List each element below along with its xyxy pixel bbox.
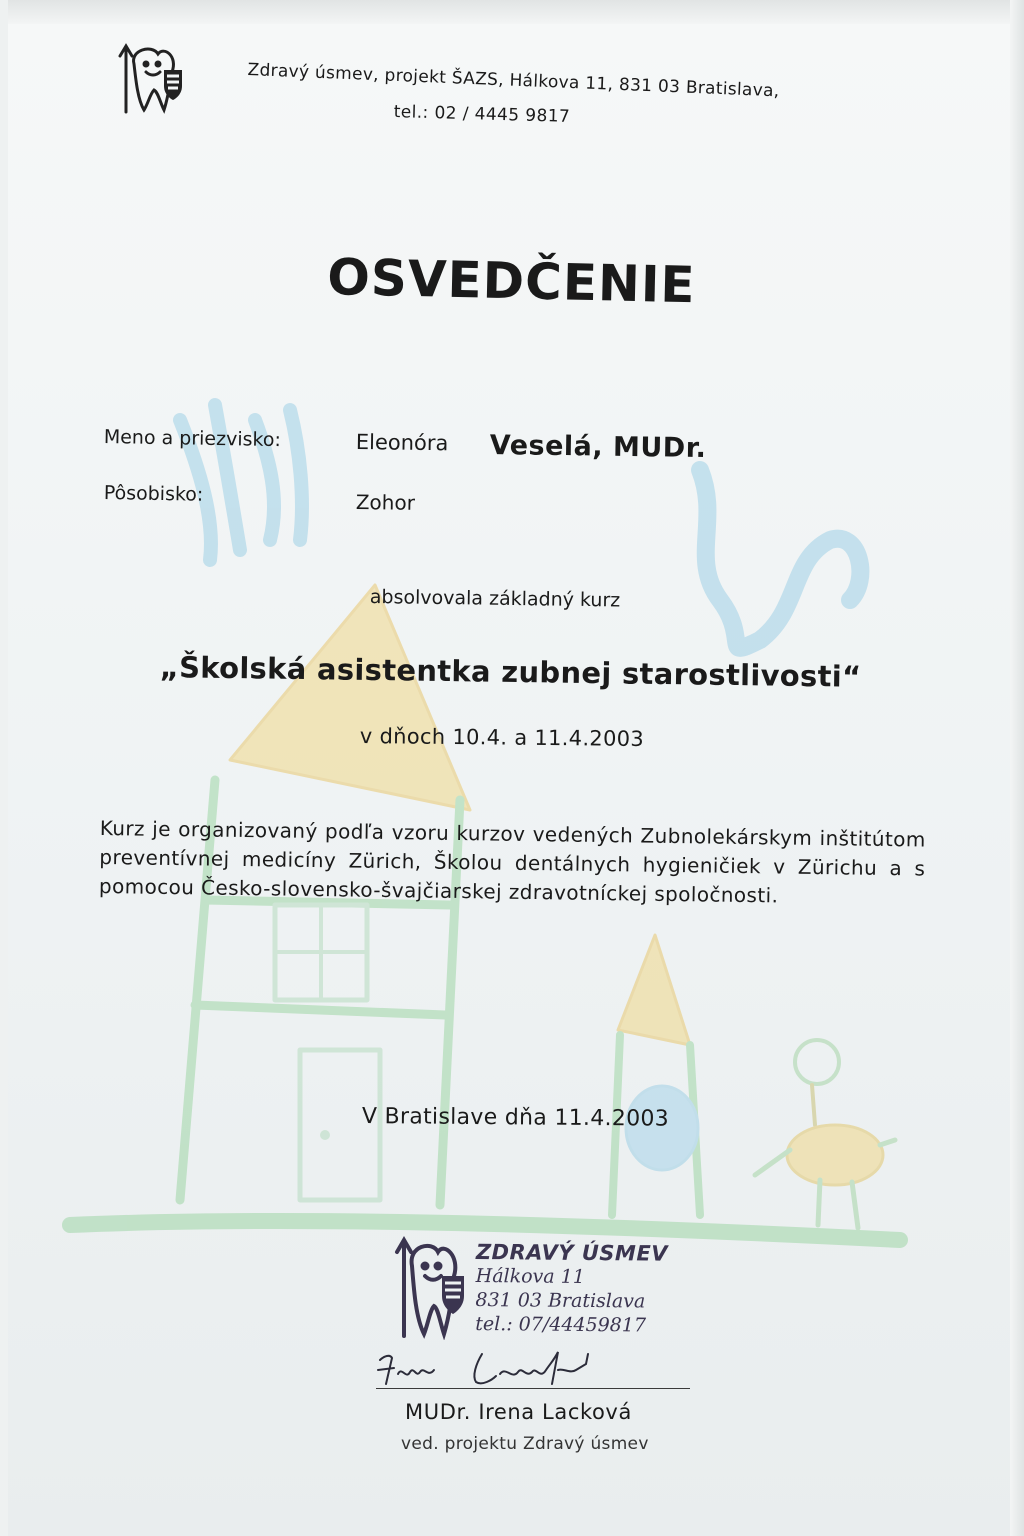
name-surname-title: Veselá, MUDr. xyxy=(489,430,707,465)
house-roof xyxy=(230,585,470,810)
signer-role: ved. projektu Zdravý úsmev xyxy=(401,1434,649,1454)
workplace-label: Pôsobisko: xyxy=(103,482,204,506)
signer-name: MUDr. Irena Lacková xyxy=(405,1400,632,1424)
workplace-value: Zohor xyxy=(355,490,416,515)
stamp-text-block xyxy=(475,1240,668,1338)
header-phone-line: tel.: 02 / 4445 9817 xyxy=(393,102,571,127)
signature-line xyxy=(376,1388,690,1389)
name-label: Meno a priezvisko: xyxy=(103,426,282,452)
name-first: Eleonóra xyxy=(355,430,449,456)
place-and-date: V Bratislave dňa 11.4.2003 xyxy=(361,1104,670,1132)
stamp-phone: tel.: 07/44459817 xyxy=(475,1312,647,1337)
tooth-logo-icon xyxy=(116,42,186,116)
sky-scribble-right xyxy=(700,470,860,648)
course-dates: v dňoch 10.4. a 11.4.2003 xyxy=(359,724,645,751)
certificate-title: OSVEDČENIE xyxy=(326,248,697,315)
figure-legs xyxy=(818,1180,858,1228)
course-description: Kurz je organizovaný podľa vzoru kurzov vedených Zubnolekárskym inštitútom preventívnej medicíny Zürich, Školou dentálnych hygieničiek v Zürichu a s pomocou Česko-slovensko-švajčiarskej zdravotníckej spoločnosti. xyxy=(98,815,926,908)
stamp-tooth-logo-icon xyxy=(392,1236,466,1340)
tower-roof xyxy=(618,935,690,1045)
completed-text: absolvovala základný kurz xyxy=(369,586,621,612)
stamp-city: 831 03 Bratislava xyxy=(475,1288,646,1313)
figure-head xyxy=(795,1040,839,1084)
figure-neck xyxy=(812,1085,815,1125)
organization-stamp xyxy=(388,1234,678,1354)
stamp-title: ZDRAVÝ ÚSMEV xyxy=(475,1240,669,1266)
header-organization-line: Zdravý úsmev, projekt ŠAZS, Hálkova 11, 831 03 Bratislava, xyxy=(247,60,780,102)
handwritten-signature xyxy=(372,1340,632,1392)
stamp-street: Hálkova 11 xyxy=(475,1264,585,1288)
figure-body xyxy=(787,1125,883,1185)
course-title: „Školská asistentka zubnej starostlivosti“ xyxy=(159,650,862,694)
